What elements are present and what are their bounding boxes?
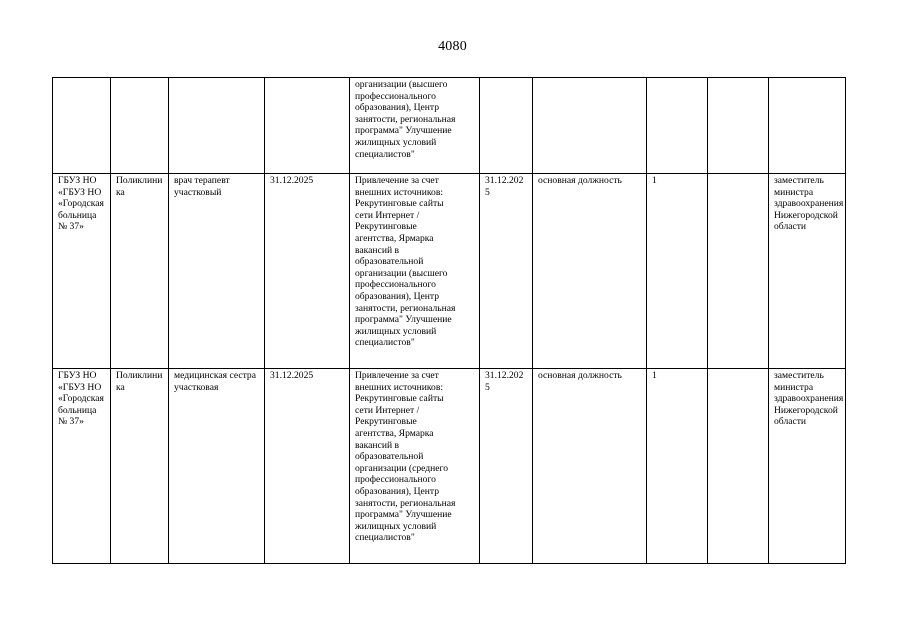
position-cell: врач терапевт участковый	[169, 174, 265, 369]
date-cell: 31.12.2025	[265, 369, 350, 564]
vacancy-table	[52, 77, 846, 564]
source-cell: Привлечение за счет внешних источников: Рекрутинговые сайты сети Интернет / Рекрутинговые агентства, Ярмарка вакансий в образовательной организации (высшего профессионального образования), Центр занятости, региональная программа" Улучшение жилищных условий специалистов"	[350, 174, 480, 369]
org-cell: ГБУЗ НО «ГБУЗ НО «Городская больница № 37»	[53, 369, 111, 564]
table-row	[53, 78, 846, 174]
table-row	[53, 174, 846, 369]
responsible-cell	[769, 78, 846, 174]
position-cell	[169, 78, 265, 174]
org-cell: ГБУЗ НО «ГБУЗ НО «Городская больница № 37»	[53, 174, 111, 369]
date-cell: 31.12.2025	[265, 174, 350, 369]
source-cell: Привлечение за счет внешних источников: Рекрутинговые сайты сети Интернет / Рекрутинговые агентства, Ярмарка вакансий в образовательной организации (среднего профессионального образования), Центр занятости, региональная программа" Улучшение жилищных условий специалистов"	[350, 369, 480, 564]
type-cell: основная должность	[533, 174, 647, 369]
empty-cell	[708, 174, 769, 369]
empty-cell	[708, 369, 769, 564]
count-cell	[647, 78, 708, 174]
date2-cell: 31.12.2025	[480, 174, 533, 369]
table-row	[53, 369, 846, 564]
empty-cell	[708, 78, 769, 174]
unit-cell	[111, 78, 169, 174]
count-cell: 1	[647, 174, 708, 369]
page-number: 4080	[438, 39, 467, 54]
org-cell	[53, 78, 111, 174]
position-cell: медицинская сестра участковая	[169, 369, 265, 564]
unit-cell: Поликлиника	[111, 174, 169, 369]
source-cell: организации (высшего профессионального образования), Центр занятости, региональная программа" Улучшение жилищных условий специалистов"	[350, 78, 480, 174]
count-cell: 1	[647, 369, 708, 564]
date2-cell	[480, 78, 533, 174]
type-cell: основная должность	[533, 369, 647, 564]
responsible-cell: заместитель министра здравоохранения Нижегородской области	[769, 369, 846, 564]
date-cell	[265, 78, 350, 174]
responsible-cell: заместитель министра здравоохранения Нижегородской области	[769, 174, 846, 369]
unit-cell: Поликлиника	[111, 369, 169, 564]
date2-cell: 31.12.2025	[480, 369, 533, 564]
type-cell	[533, 78, 647, 174]
